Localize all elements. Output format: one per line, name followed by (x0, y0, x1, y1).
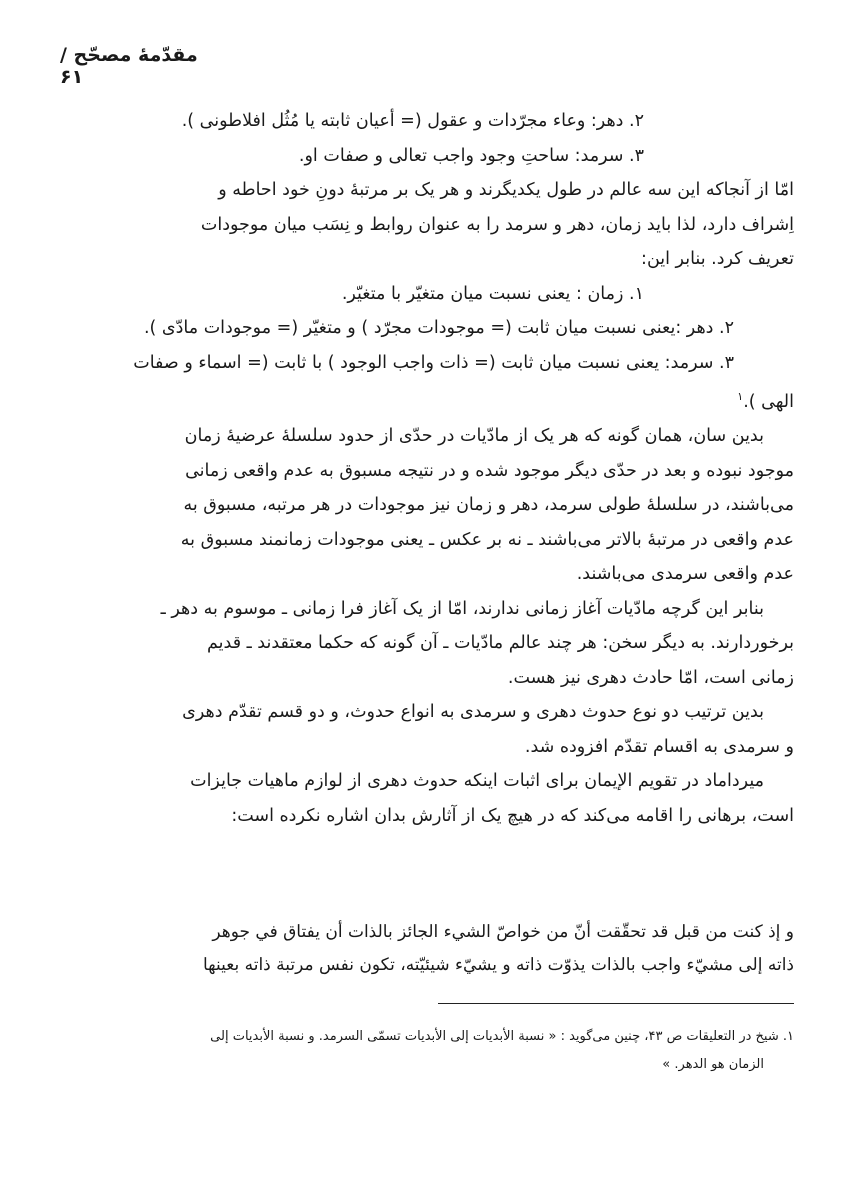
running-header: مقدّمهٔ مصحّح / ۶۱ (60, 44, 198, 88)
text-line: بدین سان، همان گونه که هر یک از مادّیات در حدّی از حدود سلسلهٔ عرضیهٔ زمان (184, 426, 764, 447)
text-line: و سرمدی به اقسام تقدّم افزوده شد. (524, 736, 794, 757)
footnote (118, 1023, 794, 1079)
text-line: ۳. سرمد: ساحتِ وجود واجب تعالی و صفات او. (298, 145, 644, 166)
footnote-separator (438, 1003, 794, 1004)
text-line: عدم واقعی در مرتبهٔ بالاتر می‌باشند ـ نه بر عکس ـ یعنی موجودات زمانمند مسبوق به (180, 529, 794, 550)
text-line: تعریف کرد. بنابر این: (641, 249, 794, 269)
arabic-quotation (118, 916, 794, 982)
text-line: بدین ترتیب دو نوع حدوث دهری و سرمدی به انواع حدوث، و دو قسم تقدّم دهری (182, 702, 764, 723)
text-line: عدم واقعی سرمدی می‌باشند. (576, 564, 794, 585)
text-line: برخوردارند. به دیگر سخن: هر چند عالم مادّیات ـ آن گونه که حکما معتقدند ـ قدیم (206, 633, 794, 654)
text-line (118, 380, 794, 419)
text-line: ۳. سرمد: یعنی نسبت میان ثابت (= ذات واجب الوجود ) با ثابت (= اسماء و صفات (133, 352, 734, 373)
text-line: بنابر این گرچه مادّیات آغاز زمانی ندارند، امّا از یک آغاز فرا زمانی ـ موسوم به دهر ـ (160, 598, 764, 619)
footnote-line: الزمان هو الدهر. » (662, 1057, 764, 1072)
text-line: ۲. دهر: وعاء مجرّدات و عقول (= أعیان ثابته یا مُثُل افلاطونی ). (181, 111, 644, 131)
text-line: ۲. دهر :یعنی نسبت میان ثابت (= موجودات مجرّد ) و متغیّر (= موجودات مادّی ). (143, 318, 734, 338)
text-line: اِشراف دارد، لذا باید زمان، دهر و سرمد را به عنوان روابط و نِسَب میان موجودات (200, 214, 794, 235)
footnote-line: ۱. شیخ در التعلیقات ص ۴۳، چنین می‌گوید : « نسبة الأبدیات إلی الأبدیات تسمّی السرمد. و نسبة الأبدیات إلی (210, 1029, 794, 1044)
text-line: ۱. زمان : یعنی نسبت میان متغیّر با متغیّر. (341, 283, 644, 304)
text-fragment: الهی ). (743, 391, 794, 412)
footnote-marker: ۱ (737, 390, 744, 403)
quote-line: و إذ کنت من قبل قد تحقّقت أنّ من خواصّ الشيء الجائز بالذات أن یفتاق في جوهر (212, 922, 794, 942)
text-line: امّا از آنجاکه این سه عالم در طول یکدیگرند و هر یک بر مرتبهٔ دونِ خود احاطه و (218, 180, 794, 200)
text-line: موجود نبوده و بعد در حدّی دیگر موجود شده و در نتیجه مسبوق به عدم واقعی زمانی (185, 460, 794, 481)
quote-line: ذاته إلی مشيّء واجب بالذات یذوّت ذاته و یشيّء شیئیّته، تکون نفس مرتبة ذاته بعینها (202, 955, 794, 975)
text-line: است، برهانی را اقامه می‌کند که در هیچ یک از آثارش بدان اشاره نکرده است: (231, 805, 794, 826)
text-line: زمانی است، امّا حادث دهری نیز هست. (507, 667, 794, 688)
text-line: می‌باشند، در سلسلهٔ طولی سرمد، دهر و زمان نیز موجودات در هر مرتبه، مسبوق به (183, 495, 794, 516)
text-line: میرداماد در تقویم الإیمان برای اثبات اینکه حدوث دهری از لوازم ماهیات جایزات (190, 771, 764, 792)
main-text (118, 104, 794, 833)
